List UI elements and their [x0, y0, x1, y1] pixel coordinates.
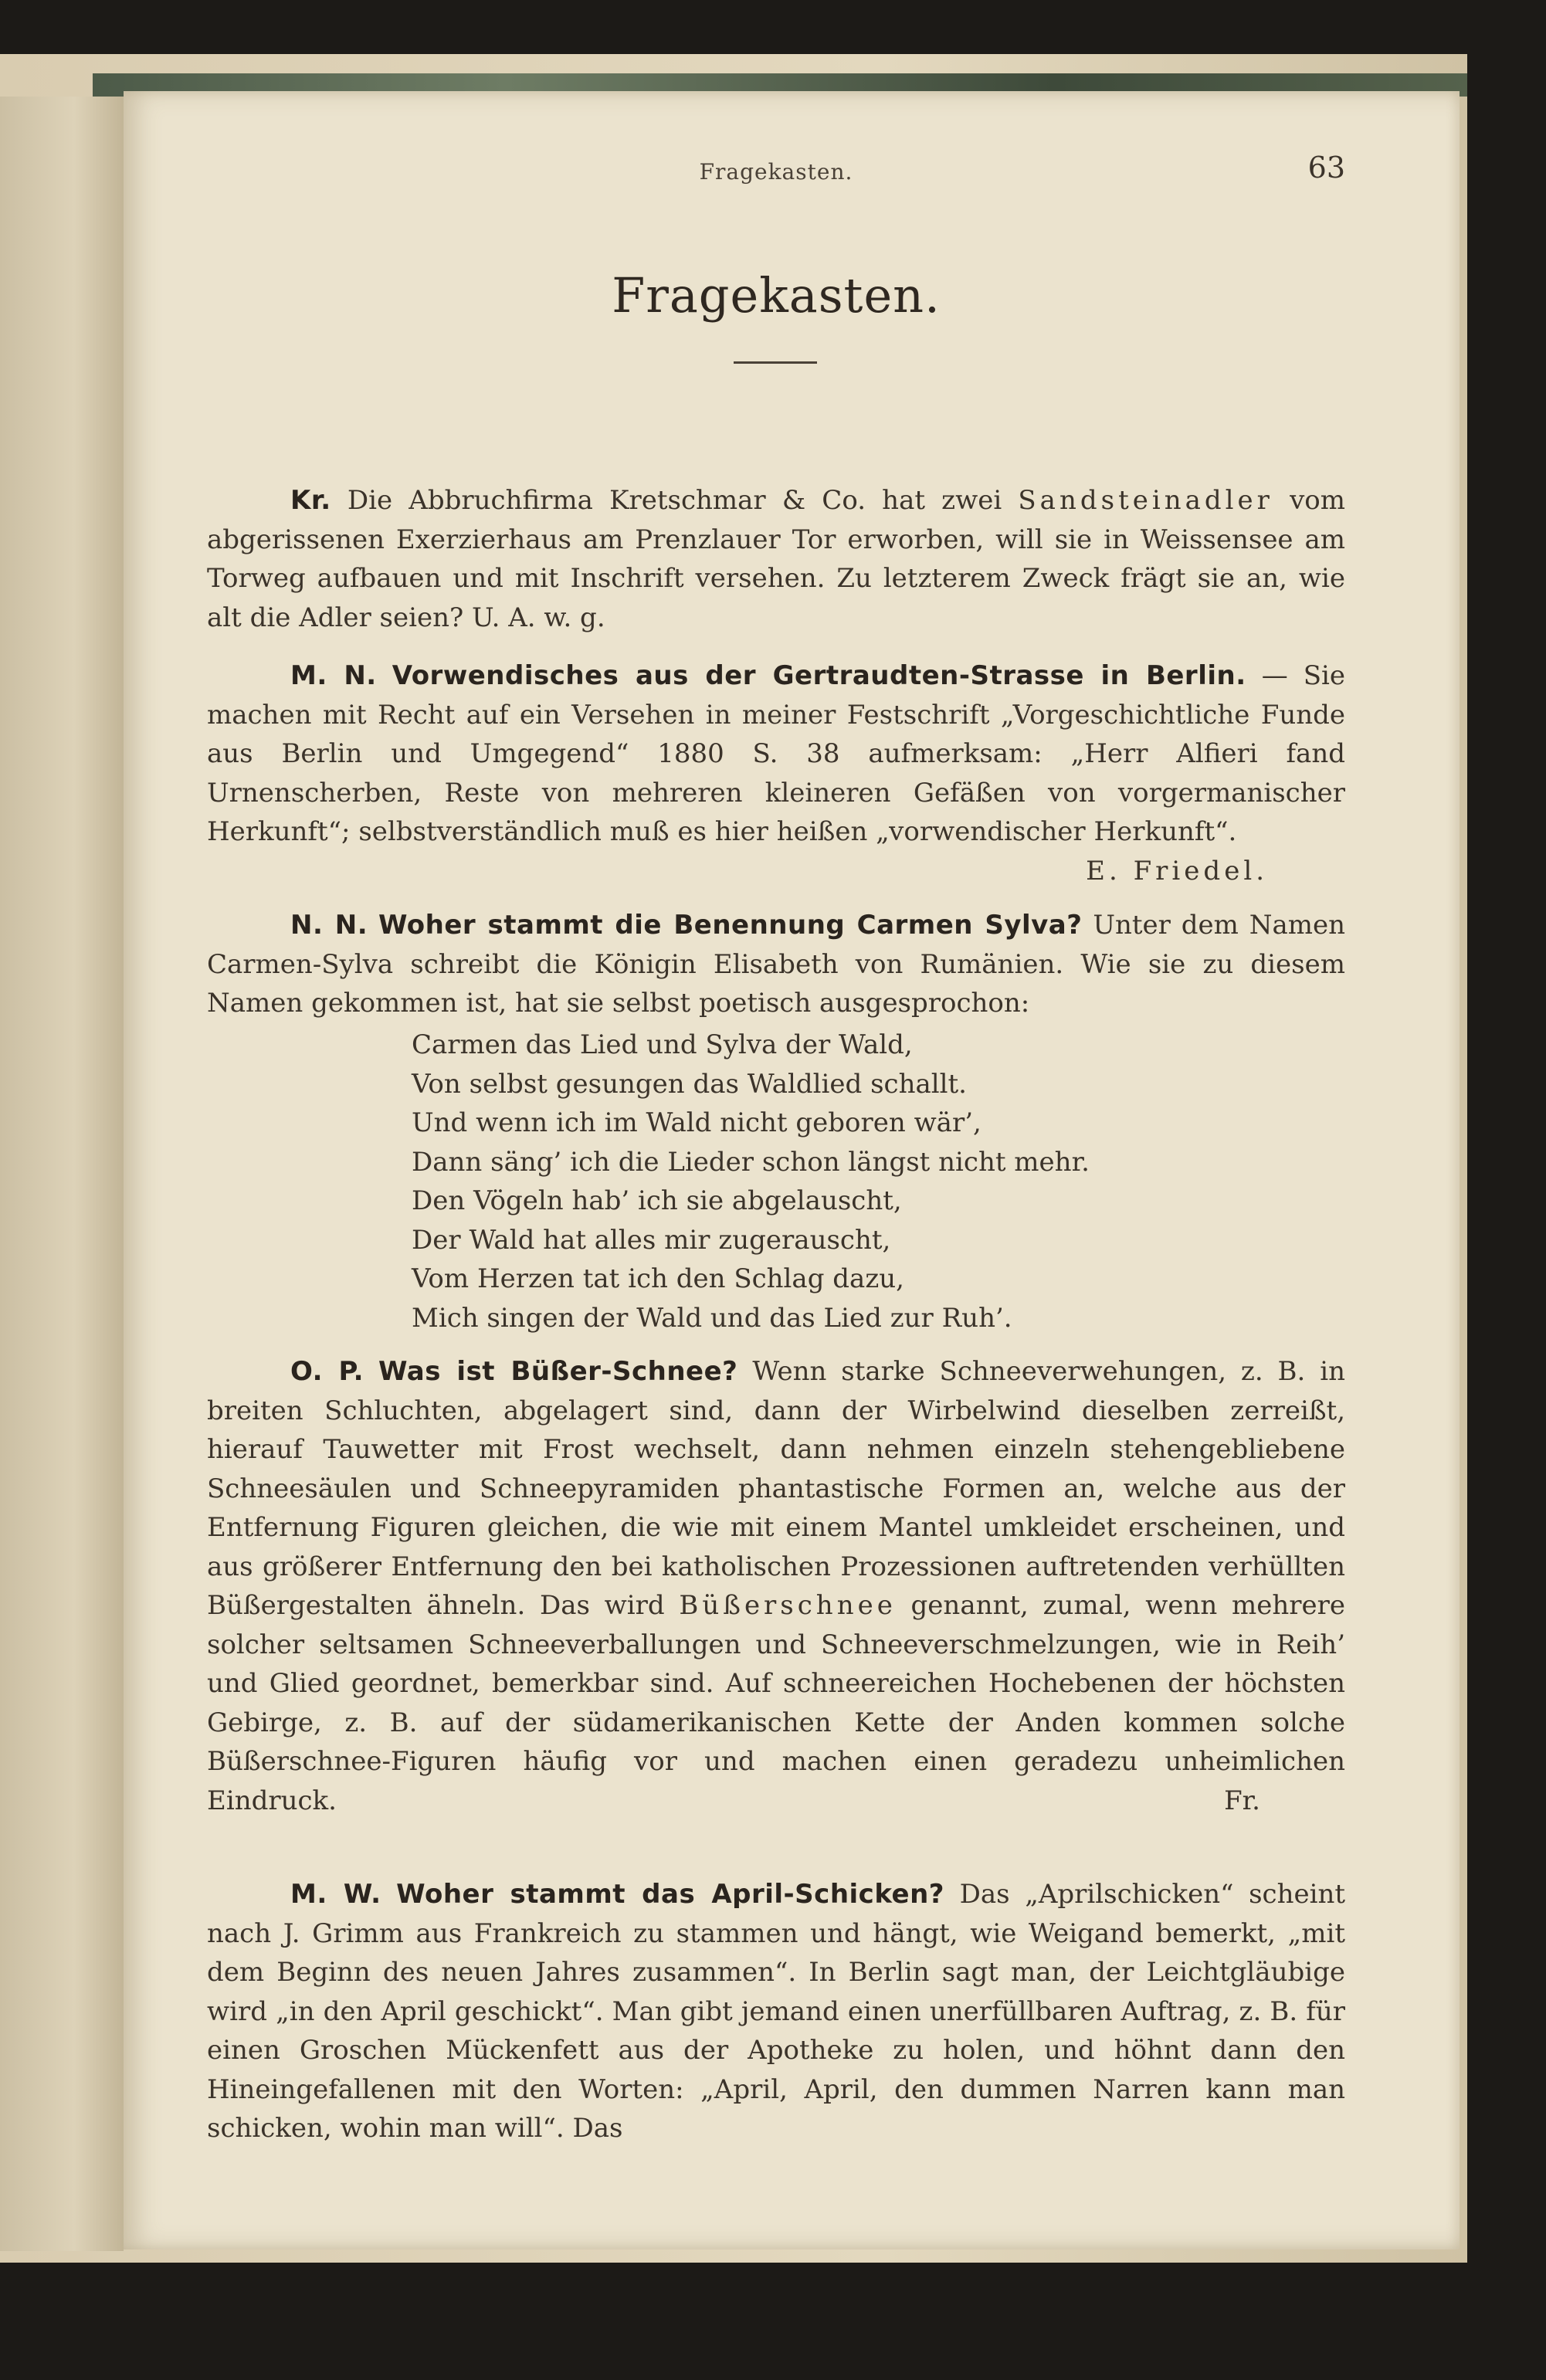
entry-text: Das „Aprilschicken“ scheint nach J. Grimm aus Frankreich zu stammen und hängt, wie Weigand bemerkt, „mit dem Beginn des neuen Jahres zusammen“. In Berlin sagt man, der Leichtgläubige wird „in den April geschickt“. Man gibt jemand einen unerfüllbaren Auftrag, z. B. für einen Groschen Mückenfett aus der Apotheke zu holen, und höhnt dann den Hineingefallenen mit den Worten: „April, April, den dummen Narren kann man schicken, wohin man will“. Das — [207, 1879, 1346, 2144]
running-head — [207, 153, 1345, 199]
verse-line: Von selbst gesungen das Waldlied schallt. — [412, 1068, 967, 1100]
entry-mw — [207, 1875, 1345, 2148]
verse-line: Der Wald hat alles mir zugerauscht, — [412, 1224, 891, 1256]
verse-line: Mich singen der Wald und das Lied zur Ruh’. — [412, 1302, 1012, 1334]
entry-text: Wenn starke Schneeverwehungen, z. B. in breiten Schluchten, abgelagert sind, dann der Wirbelwind dieselben zerreißt, hierauf Tauwetter mit Frost wechselt, dann nehmen einzeln stehengebliebene Schneesäulen und Schneepyramiden phantastische Formen an, welche aus der Entfernung Figuren gleichen, die wie mit einem Mantel umkleidet erscheinen, und aus größerer Entfernung den bei katholischen Prozessionen auftretenden verhüllten Büßergestalten ähneln. Das wird — [207, 1356, 1346, 1621]
entry-initials: M. W. — [290, 1879, 381, 1910]
entry-heading: Woher stammt die Benennung Carmen Sylva? — [378, 910, 1083, 941]
title-divider — [734, 361, 817, 364]
verse-line: Vom Herzen tat ich den Schlag dazu, — [412, 1263, 904, 1294]
entry-initials: M. N. — [290, 660, 377, 691]
entry-text: vom abgerissenen Exerzierhaus am Prenzlauer Tor erworben, will sie in Weissensee am Torweg aufbauen und mit Inschrift versehen. Zu letzterem Zweck frägt sie an, wie alt die Adler seien? U. A. w. g. — [207, 485, 1346, 633]
entry-signature: Fr. — [1224, 1785, 1260, 1816]
entry-initials: Kr. — [290, 485, 331, 516]
verse-line: Carmen das Lied und Sylva der Wald, — [412, 1029, 913, 1060]
running-head-title: Fragekasten. — [699, 159, 853, 185]
entry-heading: Was ist Büßer-Schnee? — [378, 1356, 738, 1387]
page-number: 63 — [1307, 151, 1345, 185]
verse-line: Dann säng’ ich die Lieder schon längst nicht mehr. — [412, 1146, 1090, 1178]
entry-initials: O. P. — [290, 1356, 364, 1387]
entry-heading: Woher stammt das April-Schicken? — [396, 1879, 945, 1910]
entry-initials: N. N. — [290, 910, 368, 941]
left-page-edge — [0, 97, 124, 2251]
entry-text: Die Abbruchfirma Kretschmar & Co. hat zwei — [347, 485, 1002, 516]
entry-emphasis: Sandsteinadler — [1018, 485, 1273, 516]
entry-mn — [207, 656, 1345, 890]
entry-emphasis: Büßerschnee — [679, 1590, 897, 1621]
page-title: Fragekasten. — [612, 267, 941, 324]
entry-signature: E. Friedel. — [1086, 855, 1268, 887]
entry-op — [207, 1352, 1345, 1820]
verse-line: Den Vögeln hab’ ich sie abgelauscht, — [412, 1185, 902, 1216]
entry-kr — [207, 481, 1345, 637]
book-page — [124, 91, 1460, 2249]
poem-verse — [412, 1026, 1184, 1337]
verse-line: Und wenn ich im Wald nicht geboren wär’, — [412, 1107, 982, 1138]
entry-text: Unter dem Namen Carmen-Sylva schreibt die Königin Elisabeth von Rumänien. Wie sie zu diesem Namen gekommen ist, hat sie selbst poetisch ausgesprochon: — [207, 910, 1345, 1019]
entry-nn — [207, 906, 1345, 1023]
entry-text: — Sie machen mit Recht auf ein Versehen in meiner Festschrift „Vorgeschichtliche Funde aus Berlin und Umgegend“ 1880 S. 38 aufmerksam: „Herr Alfieri fand Urnenscherben, Reste von mehreren kleineren Gefäßen von vorgermanischer Herkunft“; selbstverständlich muß es hier heißen „vorwendischer Herkunft“. — [207, 660, 1346, 847]
entry-heading: Vorwendisches aus der Gertraudten-Strasse in Berlin. — [392, 660, 1246, 691]
entry-text: genannt, zumal, wenn mehrere solcher seltsamen Schneeverballungen und Schneeverschmelzungen, wie in Reih’ und Glied geordnet, bemerkbar sind. Auf schneereichen Hochebenen der höchsten Gebirge, z. B. auf der südamerikanischen Kette der Anden kommen solche Büßerschnee-Figuren häufig vor und machen einen geradezu unheimlichen Eindruck. — [207, 1590, 1345, 1816]
